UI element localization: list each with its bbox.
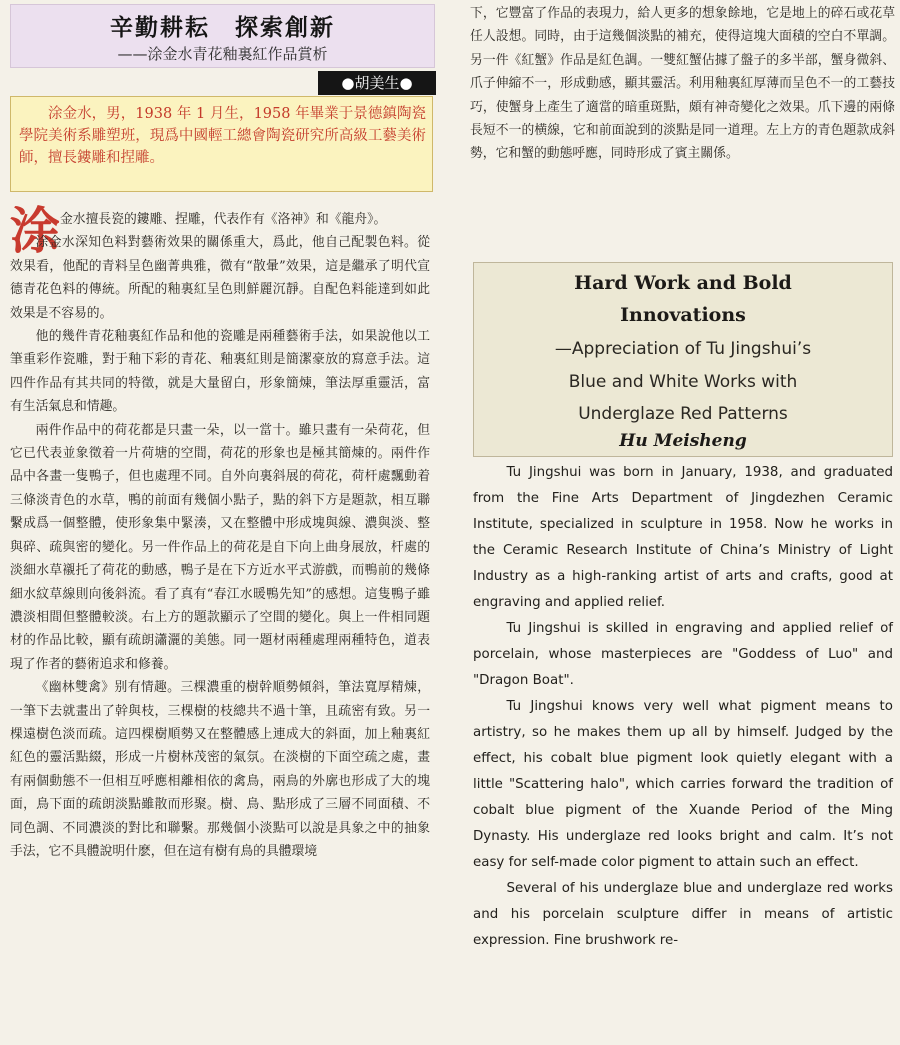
chinese-body-continued [470,2,895,166]
chinese-paragraph-4: 兩件作品中的荷花都是只畫一朵，以一當十。雖只畫有一朵荷花，但它已代表並象徵着一片荷塘的空間，荷花的形象也是極其簡煉的。兩件作品中各畫一隻鴨子，但也處理不同。自外向裏斜展的荷花，荷杆處飄動着三條淡青色的水草，鴨的前面有幾個小點子，點的斜下方是題款，相互聯繫成爲一個整體，使形象集中緊湊，又在整體中形成塊與線、濃與淡、整與碎、疏與密的變化。另一件作品上的荷花是自下向上曲身展放，杆處的淡細水草襯托了荷花的動感，鴨子是在下方近水平式游戲，而鴨前的幾條細水紋草線則向後斜流。看了真有“春江水暖鴨先知”的感想。這隻鴨子雖濃淡相間但整體較淡。右上方的題款顯示了空間的變化。與上一件相同題材的作品比較，顯有疏朗瀟灑的美態。同一題材兩種處理兩種特色，道表現了作者的藝術追求和修養。 [10,422,430,672]
chinese-bio-box: 涂金水，男，1938 年 1 月生，1958 年畢業于景德鎮陶瓷學院美術系雕塑班，現爲中國輕工總會陶瓷研究所高級工藝美術師，擅長鏤雕和捏雕。 [10,96,433,192]
dropcap-character: 涂 [10,201,60,260]
chinese-author-tag: ●胡美生● [318,71,436,95]
english-title [474,267,892,331]
chinese-paragraph-1: 金水擅長瓷的鏤雕、捏雕，代表作有《洛神》和《龍舟》。 [60,212,387,227]
chinese-title: 辛勤耕耘 探索創新 [110,15,335,41]
english-subtitle-line-1: —Appreciation of Tu Jingshui’s [554,339,812,359]
chinese-paragraph-6: 下，它豐富了作品的表現力，給人更多的想象餘地，它是地上的碎石或花草任人設想。同時，由于這幾個淡點的補充，使得這塊大面積的空白不單調。另一件《紅蟹》作品是紅色調。一雙紅蟹佔據了盤子的多半部，蟹身微斜、爪子伸縮不一，形成動感，顯其靈活。利用釉裏紅厚薄而呈色不一的工藝技巧，使蟹身上產生了適當的暗重斑點，頗有神奇變化之效果。爪下邊的兩條長短不一的横線，它和前面說到的淡點是同一道理。左上方的青色題款成斜勢，它和蟹的動態呼應，同時形成了賓主關係。 [470,6,895,162]
chinese-title-banner [10,4,435,68]
english-paragraph-1: Tu Jingshui was born in January, 1938, and graduated from the Fine Arts Department of Jingdezhen Ceramic Institute, specialized in sculpture in 1958. Now he works in the Ceramic Research Institute of China’s Ministry of Light Industry as a high-ranking artist of arts and crafts, good at engraving and applied relief. [473,465,893,610]
chinese-subtitle: ——涂金水青花釉裏紅作品賞析 [117,45,328,63]
english-title-line-2: Innovations [620,304,746,326]
english-subtitle [474,333,892,431]
english-paragraph-2: Tu Jingshui is skilled in engraving and applied relief of porcelain, whose masterpieces are "Goddess of Luo" and "Dragon Boat". [473,621,893,688]
chinese-paragraph-5: 《幽林雙禽》别有情趣。三棵濃重的樹幹順勢傾斜，筆法寬厚精煉，一筆下去就畫出了幹與枝，三棵樹的枝總共不過十筆，且疏密有致。另一棵遠樹色淡而疏。這四棵樹順勢又在整體感上連成大的斜面，加上釉裏紅紅色的靈活點綴，形成一片樹林茂密的氣氛。在淡樹的下面空疏之處，畫有兩個動態不一但相互呼應相離相依的禽鳥，兩鳥的外廓也形成了大的塊面，鳥下面的疏朗淡點雖散而形聚。樹、鳥、點形成了三層不同面積、不同色調、不同濃淡的對比和聯繫。那幾個小淡點可以說是具象之中的抽象手法，它不具體說明什麽，但在這有樹有鳥的具體環境 [10,680,430,859]
english-author: Hu Meisheng [619,431,747,451]
english-subtitle-line-3: Underglaze Red Patterns [578,404,788,424]
chinese-column [10,4,435,1042]
chinese-paragraph-3: 他的幾件青花釉裏紅作品和他的瓷雕是兩種藝術手法，如果說他以工筆重彩作瓷雕，對于釉下彩的青花、釉裏紅則是簡潔豪放的寫意手法。這四件作品有其共同的特徵，就是大量留白，形象簡煉，筆法厚重靈活，富有生活氣息和情趣。 [10,329,430,415]
english-title-box [473,262,893,457]
english-paragraph-3: Tu Jingshui knows very well what pigment means to artistry, so he makes them up all by himself. Judged by the effect, his cobalt blue pigment look quietly elegant with a little "Scattering halo", which carries forward the tradition of cobalt blue pigment of the Xuande Period of the Ming Dynasty. His underglaze red looks bright and calm. It’s not easy for self-made color pigment to attain such an effect. [473,699,893,870]
right-column [470,0,895,1045]
chinese-body-text [10,208,430,863]
english-subtitle-line-2: Blue and White Works with [568,371,798,392]
english-body-text [473,460,893,954]
english-title-line-1: Hard Work and Bold [574,272,792,294]
english-paragraph-4: Several of his underglaze blue and underglaze red works and his porcelain sculpture differ in means of artistic expression. Fine brushwork re- [473,881,893,948]
chinese-paragraph-2: 涂金水深知色料對藝術效果的關係重大，爲此，他自己配製色料。從效果看，他配的青料呈色幽菁典雅，微有“散暈”效果，這是繼承了明代宣德青花色料的傳統。所配的釉裏紅呈色則鮮麗沉靜。自配色料能達到如此效果是不容易的。 [10,235,430,321]
